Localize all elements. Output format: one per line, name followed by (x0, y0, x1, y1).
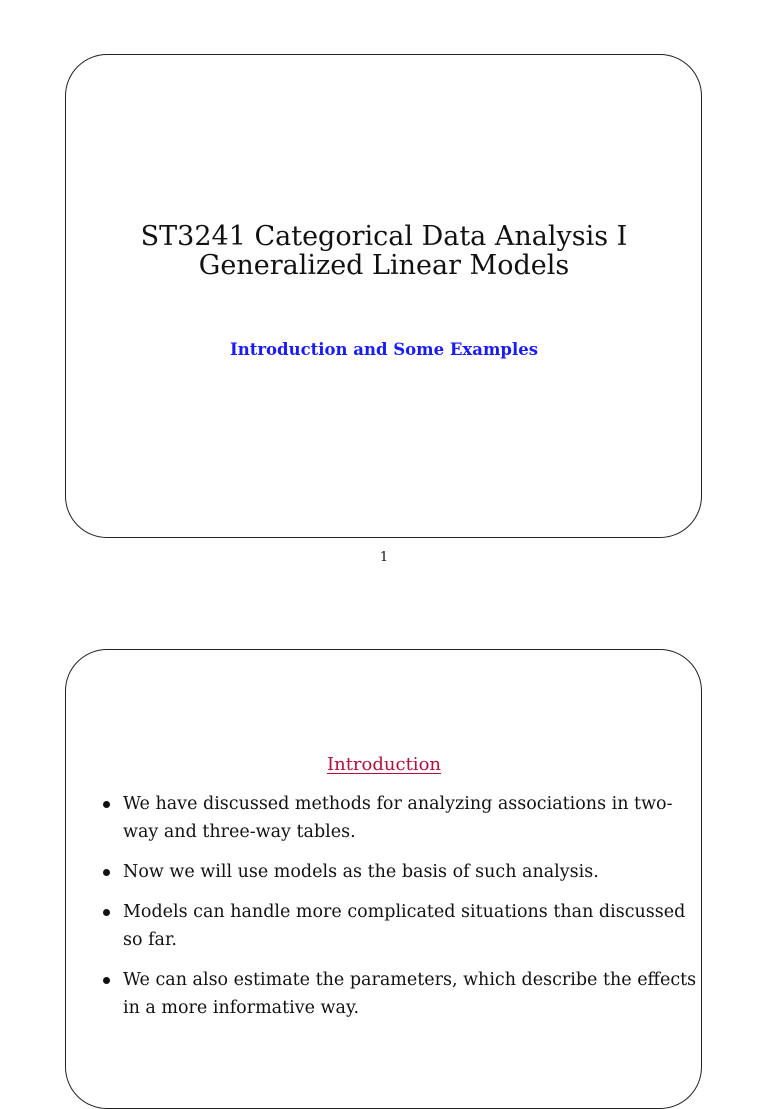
slide-title-line-2: Generalized Linear Models (198, 250, 570, 281)
bullet-text: Models can handle more complicated situations than discussed so far. (123, 902, 686, 950)
slide-subtitle: Introduction and Some Examples (230, 340, 538, 359)
bullet-icon (103, 977, 110, 984)
bullet-icon (103, 801, 110, 808)
bullet-text: Now we will use models as the basis of such analysis. (123, 862, 599, 882)
slide-title-line-1: ST3241 Categorical Data Analysis I (140, 221, 628, 252)
page-number: 1 (379, 550, 389, 565)
bullet-text: We have discussed methods for analyzing associations in two-way and three-way tables. (123, 794, 673, 842)
bullet-icon (103, 869, 110, 876)
bullet-item (100, 858, 700, 886)
bullet-icon (103, 909, 110, 916)
section-heading: Introduction (327, 754, 441, 775)
bullet-item (100, 966, 700, 1022)
bullet-list (100, 790, 700, 1034)
slide-1-frame (65, 54, 702, 538)
bullet-item (100, 898, 700, 954)
bullet-text: We can also estimate the parameters, which describe the effects in a more informative way. (123, 970, 697, 1018)
bullet-item (100, 790, 700, 846)
